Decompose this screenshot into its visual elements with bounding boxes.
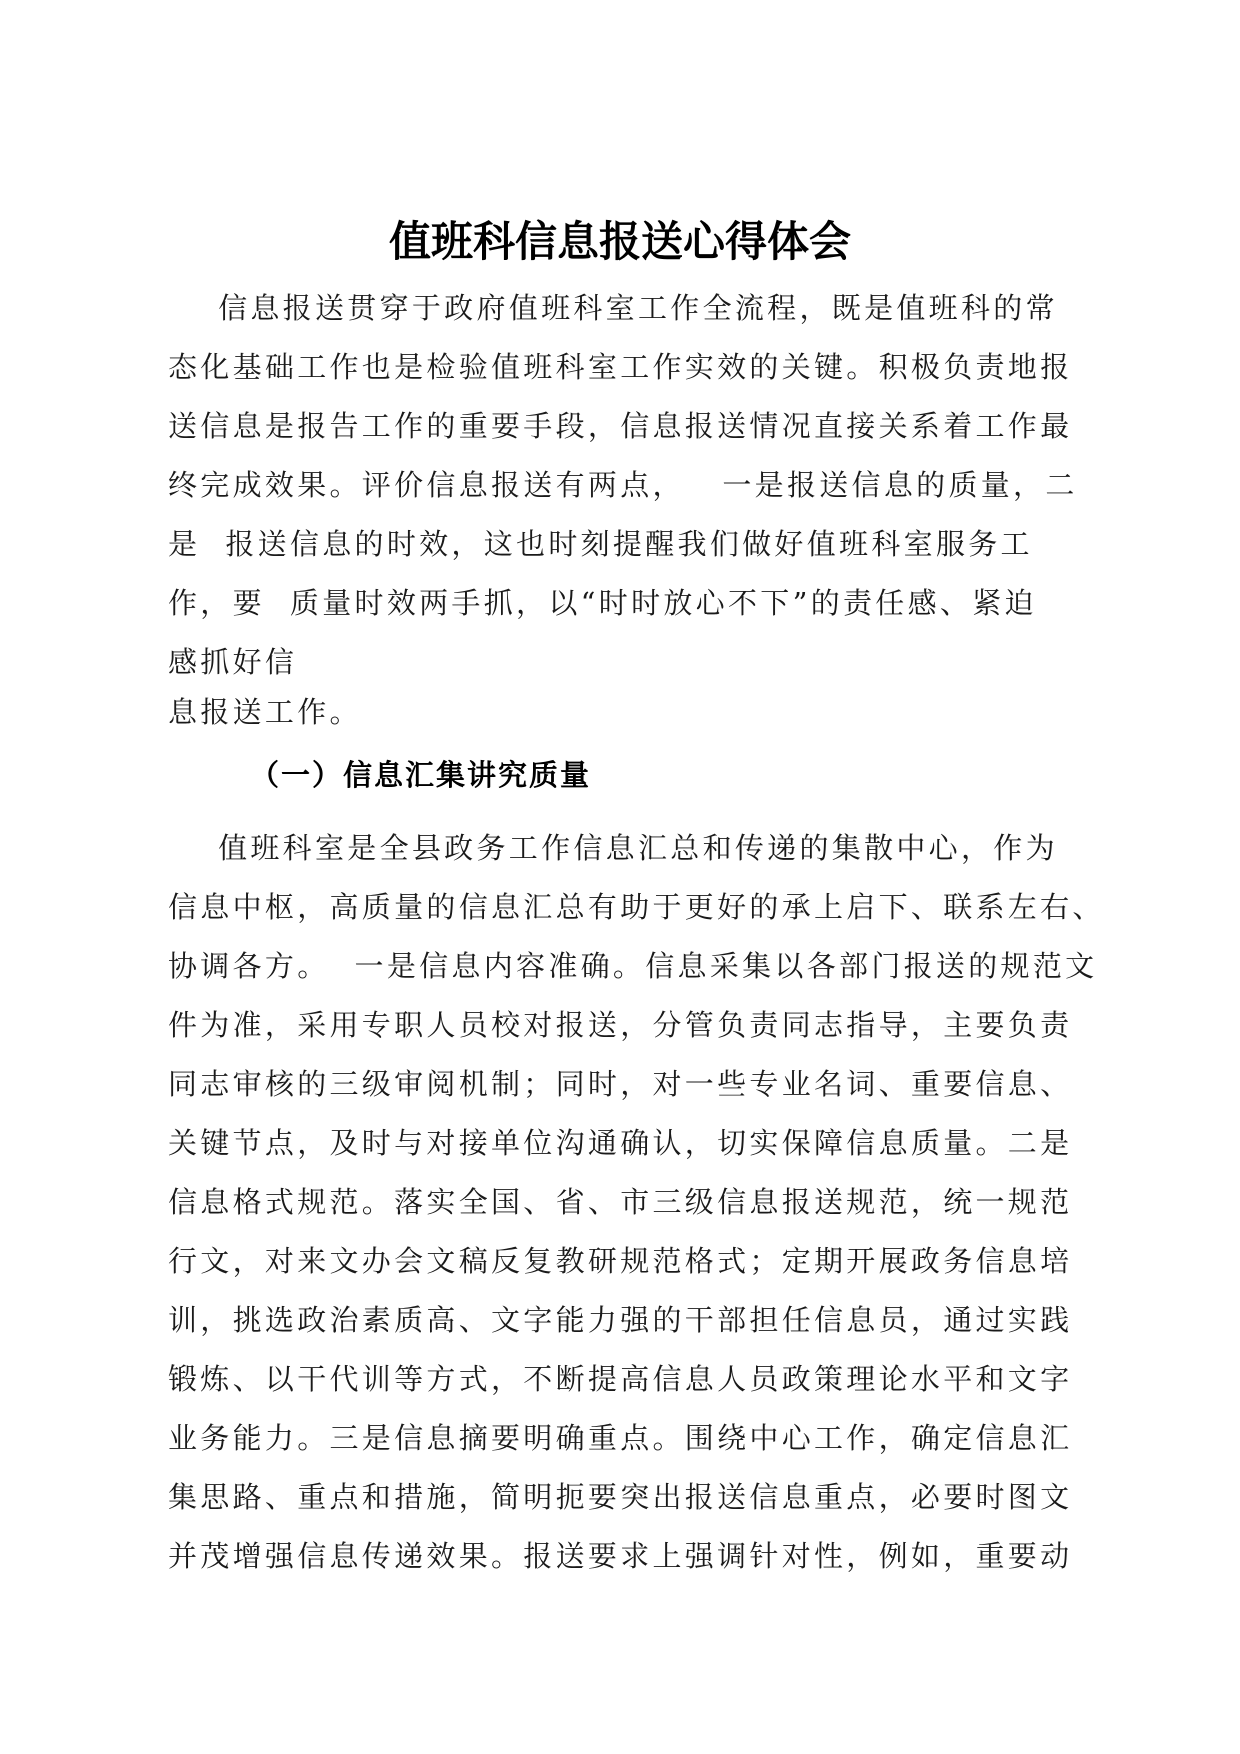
paragraph-line: 信息格式规范。落实全国、省、市三级信息报送规范，统一规范 <box>168 1185 1073 1219</box>
paragraph-line: 作，要 质量时效两手抓，以“时时放心不下”的责任感、紧迫 <box>168 586 1037 620</box>
paragraph-line: 行文，对来文办会文稿反复教研规范格式；定期开展政务信息培 <box>168 1244 1073 1278</box>
paragraph-line: 息报送工作。 <box>168 695 362 729</box>
paragraph-line: 关键节点，及时与对接单位沟通确认，切实保障信息质量。二是 <box>168 1126 1073 1160</box>
paragraph-line: 终完成效果。评价信息报送有两点， 一是报送信息的质量，二 <box>168 468 1078 502</box>
paragraph-line: 并茂增强信息传递效果。报送要求上强调针对性，例如，重要动 <box>168 1539 1073 1573</box>
paragraph-line: 感抓好信 <box>168 645 298 679</box>
paragraph-line: 锻炼、以干代训等方式，不断提高信息人员政策理论水平和文字 <box>168 1362 1073 1396</box>
paragraph-line: 态化基础工作也是检验值班科室工作实效的关键。积极负责地报 <box>168 350 1073 384</box>
section-heading: （一）信息汇集讲究质量 <box>250 758 592 792</box>
paragraph-line: 协调各方。 一是信息内容准确。信息采集以各部门报送的规范文 <box>168 949 1098 983</box>
paragraph-line: 集思路、重点和措施，简明扼要突出报送信息重点，必要时图文 <box>168 1480 1073 1514</box>
paragraph-line: 送信息是报告工作的重要手段，信息报送情况直接关系着工作最 <box>168 409 1073 443</box>
paragraph-line: 值班科室是全县政务工作信息汇总和传递的集散中心，作为 <box>168 831 1058 865</box>
paragraph-line: 信息报送贯穿于政府值班科室工作全流程，既是值班科的常 <box>168 291 1058 325</box>
document-title: 值班科信息报送心得体会 <box>388 217 851 266</box>
paragraph-line: 同志审核的三级审阅机制；同时，对一些专业名词、重要信息、 <box>168 1067 1073 1101</box>
paragraph-line: 件为准，采用专职人员校对报送，分管负责同志指导，主要负责 <box>168 1008 1073 1042</box>
paragraph-line: 是 报送信息的时效，这也时刻提醒我们做好值班科室服务工 <box>168 527 1033 561</box>
paragraph-line: 训，挑选政治素质高、文字能力强的干部担任信息员，通过实践 <box>168 1303 1073 1337</box>
paragraph-line: 信息中枢，高质量的信息汇总有助于更好的承上启下、联系左右、 <box>168 890 1105 924</box>
paragraph-line: 业务能力。三是信息摘要明确重点。围绕中心工作，确定信息汇 <box>168 1421 1073 1455</box>
